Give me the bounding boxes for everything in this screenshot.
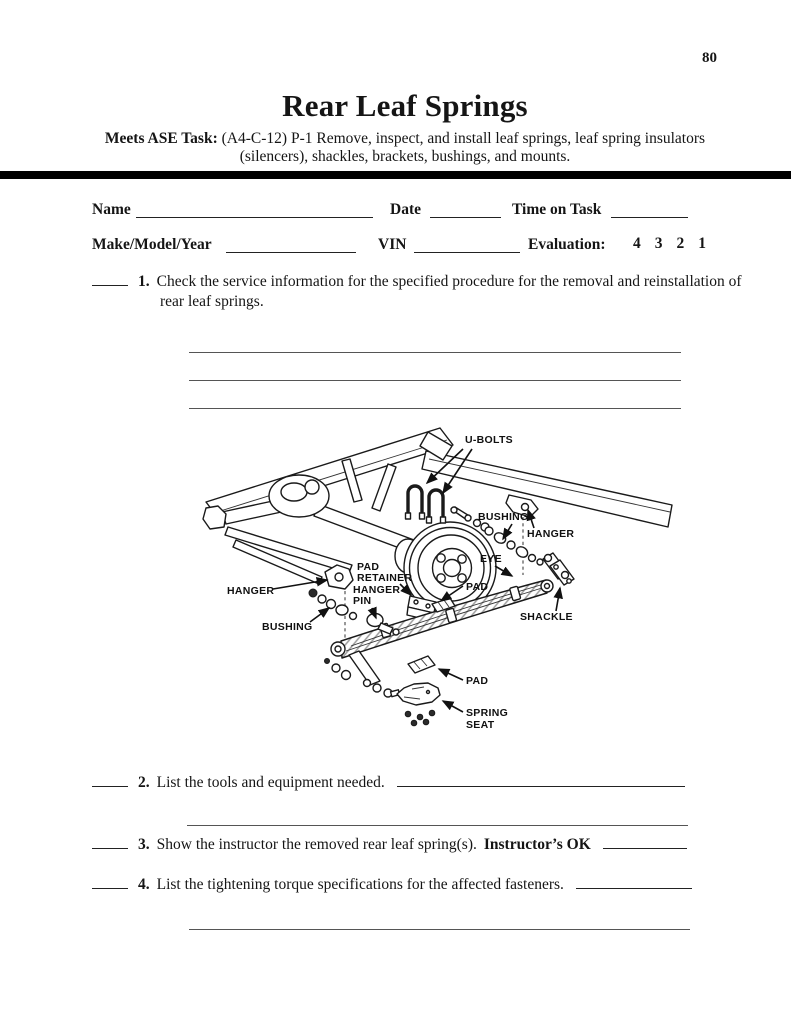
rear-axle-assembly <box>203 459 414 584</box>
task-3-check-blank[interactable] <box>92 835 128 849</box>
spring-seat-label-2: SEAT <box>466 719 495 731</box>
instructor-ok-label: Instructor’s OK <box>483 836 591 853</box>
instructor-ok-line[interactable] <box>603 835 687 849</box>
time-on-task-label: Time on Task <box>512 201 602 218</box>
task-item-3 <box>92 835 687 855</box>
task-4-answer-line-inline[interactable] <box>576 875 692 889</box>
evaluation-score-1[interactable]: 1 <box>698 235 706 252</box>
front-eye-bolt-parts <box>325 651 393 697</box>
leaf-spring-diagram <box>195 422 685 744</box>
eye-arrow <box>495 566 512 576</box>
hanger-right-label: HANGER <box>527 528 575 540</box>
shackle-arrow <box>556 588 560 611</box>
task-2-answer-line-2[interactable] <box>187 825 688 826</box>
vin-label: VIN <box>378 236 407 253</box>
ase-task-text1: (A4-C-12) P-1 Remove, inspect, and install leaf springs, leaf spring insulators <box>221 130 706 147</box>
evaluation-label: Evaluation: <box>528 236 606 253</box>
task-1-answer-line-1[interactable] <box>189 352 681 353</box>
task-4-text: List the tightening torque specifications for the affected fasteners. <box>156 876 564 893</box>
evaluation-scores <box>633 235 706 253</box>
pad-lower-label: PAD <box>466 675 489 687</box>
task-1-check-blank[interactable] <box>92 272 128 286</box>
task-4-number: 4. <box>138 876 150 893</box>
date-label: Date <box>390 201 421 218</box>
task-item-1 <box>92 272 745 311</box>
task-2-text: List the tools and equipment needed. <box>156 774 385 791</box>
task-2-answer-line-inline[interactable] <box>397 773 685 787</box>
vin-field-line[interactable] <box>414 252 520 253</box>
frame-rail-left <box>206 428 453 519</box>
hanger-pin-label-2: PIN <box>353 595 372 607</box>
page-title: Rear Leaf Springs <box>282 88 528 123</box>
spring-seat-arrow <box>443 701 463 712</box>
task-1-answer-line-2[interactable] <box>189 380 681 381</box>
header-divider-bar <box>0 171 791 179</box>
evaluation-score-3[interactable]: 3 <box>654 235 663 252</box>
eye-label: EYE <box>480 553 502 565</box>
task-1-number: 1. <box>138 273 150 290</box>
date-field-line[interactable] <box>430 217 501 218</box>
hanger-pin-label-1: HANGER <box>353 584 401 596</box>
u-bolts-label: U-BOLTS <box>465 434 513 446</box>
pad-retainer-label-2: RETAINER <box>357 572 413 584</box>
evaluation-score-4[interactable]: 4 <box>633 235 641 252</box>
lower-pad-part <box>408 656 435 673</box>
task-item-2 <box>92 773 685 793</box>
spring-seat-part <box>391 683 440 726</box>
evaluation-score-2[interactable]: 2 <box>676 235 685 252</box>
bushing-left-label: BUSHING <box>262 621 313 633</box>
task-4-answer-line-2[interactable] <box>189 929 690 930</box>
pad-retainer-label-1: PAD <box>357 561 380 573</box>
name-label: Name <box>92 201 131 218</box>
bushing-left-arrow <box>310 608 329 622</box>
shackle-label: SHACKLE <box>520 611 573 623</box>
task-1-answer-line-3[interactable] <box>189 408 681 409</box>
page-number: 80 <box>702 50 717 66</box>
bushing-right-label: BUSHING <box>478 511 529 523</box>
task-4-check-blank[interactable] <box>92 875 128 889</box>
spring-seat-label-1: SPRING <box>466 707 509 719</box>
task-3-number: 3. <box>138 836 150 853</box>
time-on-task-field-line[interactable] <box>611 217 688 218</box>
task-item-4 <box>92 875 692 895</box>
task-2-check-blank[interactable] <box>92 773 128 787</box>
ase-task-line1 <box>60 130 750 148</box>
u-bolts-part <box>406 486 446 523</box>
name-field-line[interactable] <box>136 217 373 218</box>
task-2-number: 2. <box>138 774 150 791</box>
task-1-text: Check the service information for the specified procedure for the removal and reinstallation of rear leaf springs. <box>156 273 742 310</box>
ase-task-label: Meets ASE Task: <box>104 130 218 147</box>
task-3-text: Show the instructor the removed rear leaf spring(s). <box>156 836 477 853</box>
front-hanger-bracket <box>325 565 353 589</box>
make-model-year-field-line[interactable] <box>226 252 356 253</box>
ase-task-line2: (silencers), shackles, brackets, bushings, and mounts. <box>239 148 571 165</box>
make-model-year-label: Make/Model/Year <box>92 236 212 253</box>
hanger-left-label: HANGER <box>227 585 275 597</box>
pad-upper-label: PAD <box>466 581 489 593</box>
bushing-right-arrow <box>503 524 512 539</box>
front-bushing-parts <box>309 589 357 620</box>
pad-lower-arrow <box>439 669 463 680</box>
